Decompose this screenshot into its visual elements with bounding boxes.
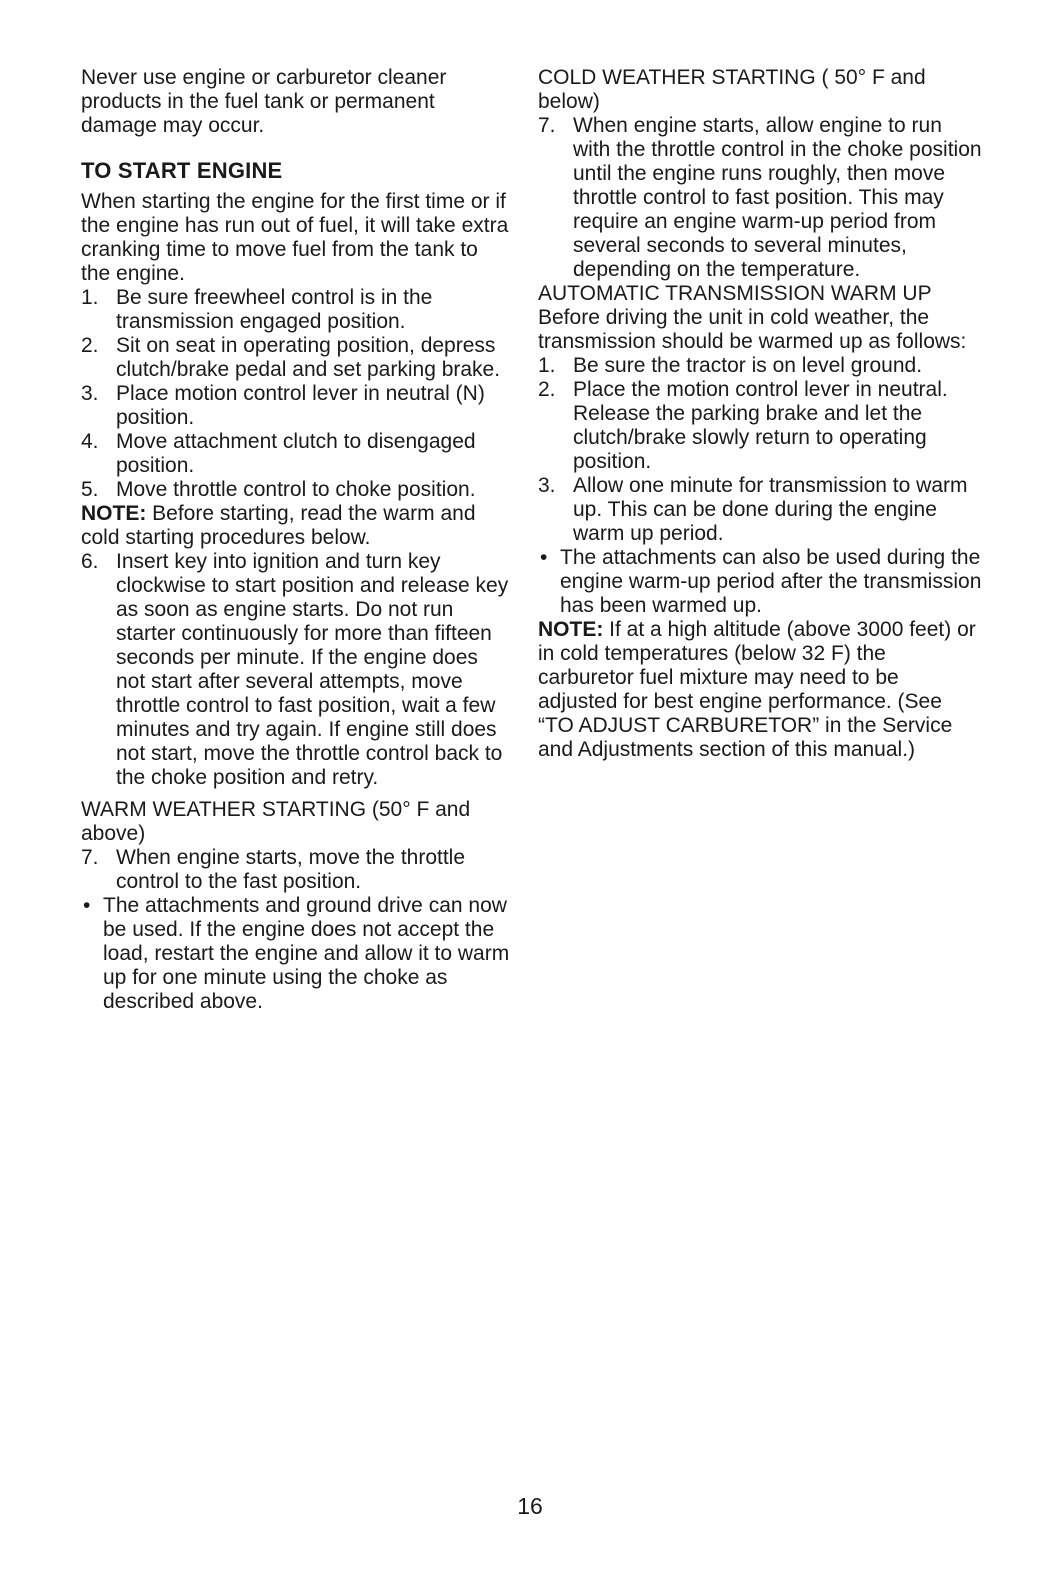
auto-transmission-heading: AUTOMATIC TRANSMISSION WARM UP: [538, 282, 932, 305]
auto-transmission-paragraph: Before driving the unit in cold weather, the transmission should be warmed up as follows:: [538, 306, 967, 353]
fuel-warning-paragraph: Never use engine or carburetor cleaner products in the fuel tank or permanent damage may occur.: [81, 66, 447, 137]
to-start-engine-heading: TO START ENGINE: [81, 158, 283, 183]
note-text: Before starting, read the warm and cold starting procedures below.: [81, 502, 476, 549]
start-intro-paragraph: When starting the engine for the first time or if the engine has run out of fuel, it will take extra cranking time to move fuel from the tank to the engine.: [81, 190, 509, 285]
step-number: 7.: [538, 114, 556, 137]
bullet-text: The attachments can also be used during the engine warm-up period after the transmission has been warmed up.: [560, 546, 982, 617]
cold-step-7: [538, 114, 983, 282]
step-number: 4.: [81, 430, 99, 453]
right-column: [538, 66, 983, 762]
cold-weather-heading: COLD WEATHER STARTING ( 50° F and below): [538, 66, 926, 113]
warm-weather-heading: WARM WEATHER STARTING (50° F and above): [81, 798, 471, 845]
step-text: Move throttle control to choke position.: [116, 478, 476, 501]
step-number: 3.: [81, 382, 99, 405]
note-label: NOTE:: [538, 618, 604, 641]
step-number: 1.: [538, 354, 556, 377]
step-number: 1.: [81, 286, 99, 309]
step-text: Insert key into ignition and turn key clockwise to start position and release key as soon as engine starts. Do not run starter continuously for more than fifteen seconds per minute. If the engine does not start after several attempts, move throttle control to fast position, wait a few minutes and try again. If engine still does not start, move the throttle control back to the choke position and retry.: [116, 550, 509, 789]
step-text: When engine starts, move the throttle control to the fast position.: [116, 846, 466, 893]
step-number: 6.: [81, 550, 99, 573]
auto-bullet: [538, 546, 983, 618]
step-text: Be sure the tractor is on level ground.: [573, 354, 923, 377]
start-step-6: [81, 550, 511, 790]
bullet-marker: •: [83, 894, 91, 917]
step-text: When engine starts, allow engine to run with the throttle control in the choke position until the engine runs roughly, then move throttle control to fast position. This may require an engine warm-up period from several seconds to several minutes, depending on the temperature.: [573, 114, 982, 281]
warm-step-7: [81, 846, 511, 894]
page-number: 16: [517, 1493, 543, 1519]
step-text: Be sure freewheel control is in the transmission engaged position.: [116, 286, 433, 333]
step-number: 2.: [538, 378, 556, 401]
auto-step-3: [538, 474, 983, 546]
start-step-1: [81, 286, 511, 334]
note-label: NOTE:: [81, 502, 147, 525]
auto-step-2: [538, 378, 983, 474]
start-step-2: [81, 334, 511, 382]
carburetor-note: [538, 618, 983, 762]
step-number: 5.: [81, 478, 99, 501]
bullet-text: The attachments and ground drive can now be used. If the engine does not accept the load, restart the engine and allow it to warm up for one minute using the choke as described above.: [103, 894, 510, 1013]
step-number: 3.: [538, 474, 556, 497]
step-text: Move attachment clutch to disengaged position.: [116, 430, 476, 477]
step-text: Place motion control lever in neutral (N) position.: [116, 382, 485, 429]
start-step-4: [81, 430, 511, 478]
note-text: If at a high altitude (above 3000 feet) or in cold temperatures (below 32 F) the carburetor fuel mixture may need to be adjusted for best engine performance. (See “TO ADJUST CARBURETOR” in the Service and Adjustments section of this manual.): [538, 618, 976, 761]
left-column: [81, 66, 511, 1014]
step-text: Place the motion control lever in neutral. Release the parking brake and let the clutch/brake slowly return to operating position.: [573, 378, 948, 473]
warm-bullet: [81, 894, 511, 1014]
start-step-5: [81, 478, 511, 502]
step-number: 2.: [81, 334, 99, 357]
auto-step-1: [538, 354, 983, 378]
step-number: 7.: [81, 846, 99, 869]
bullet-marker: •: [540, 546, 548, 569]
step-text: Sit on seat in operating position, depress clutch/brake pedal and set parking brake.: [116, 334, 501, 381]
start-step-3: [81, 382, 511, 430]
start-note: [81, 502, 511, 550]
step-text: Allow one minute for transmission to warm up. This can be done during the engine warm up period.: [573, 474, 968, 545]
